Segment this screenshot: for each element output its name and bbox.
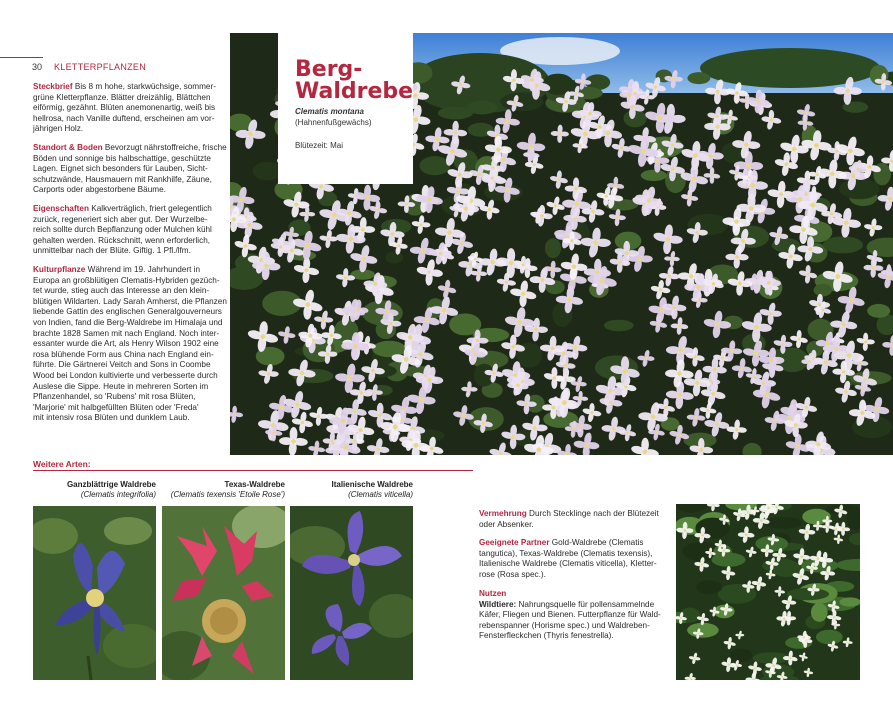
weitere-arten-rule bbox=[33, 470, 473, 471]
bloom-time: Blütezeit: Mai bbox=[295, 141, 344, 150]
section-label: Standort & Boden bbox=[33, 143, 103, 152]
plant-title: Berg- Waldrebe bbox=[295, 57, 414, 104]
section-eigenschaften: Eigenschaften Kalkverträglich, friert gelegentlich zurück, regeneriert sich aber gut. Der Wurzelbe- reich sollte durch Bepflanzung oder Mulchen kühl gehalten werden. Rückschnitt, wenn erforderlich, unmittelbar nach der Blüte. Giftig. 1 Pfl./lfm. bbox=[33, 204, 212, 256]
photo-clematis-integrifolia bbox=[33, 506, 156, 680]
section-label: Vermehrung bbox=[479, 509, 527, 518]
photo-drawing bbox=[676, 504, 860, 680]
section-label: Kulturpflanze bbox=[33, 265, 86, 274]
section-nutzen: Nutzen Wildtiere: Nahrungsquelle für pollensammelnde Käfer, Fliegen und Bienen. Futterpflanze für Wald- rebenspanner (Horisme spec.) und Waldreben- Fensterfleckchen (Thyris fenestrella). bbox=[479, 589, 661, 641]
section-label: Geeignete Partner bbox=[479, 538, 550, 547]
section-label: Eigenschaften bbox=[33, 204, 89, 213]
header-rule bbox=[0, 57, 43, 58]
page-number: 30 bbox=[32, 62, 43, 72]
section-steckbrief: Steckbrief Bis 8 m hohe, starkwüchsige, sommer- grüne Kletterpflanze. Blätter dreizählig, Blättchen eiförmig, gezähnt. Blüten anemonenartig, weiß bis hellrosa, nach Vanille duftend, erscheinen am vor- jährigen Holz. bbox=[33, 82, 216, 134]
latin-name: Clematis montana bbox=[295, 107, 364, 116]
photo-clematis-viticella bbox=[290, 506, 413, 680]
section-label: Steckbrief bbox=[33, 82, 73, 91]
photo-clematis-texensis bbox=[162, 506, 285, 680]
chapter-title: KLETTERPFLANZEN bbox=[54, 62, 147, 72]
nutzen-heading: Nutzen bbox=[479, 589, 507, 598]
nutzen-label: Wildtiere: bbox=[479, 599, 517, 609]
section-standort: Standort & Boden Bevorzugt nährstoffreiche, frische Böden und sonnige bis halbschattige, geschützte Lagen. Eignet sich besonders für Lauben, Sicht- schutzwände, Hausmauern mit Rankhilfe, Zäune, Carports oder abgestorbene Bäume. bbox=[33, 143, 227, 195]
section-kulturpflanze: Kulturpflanze Während im 19. Jahrhundert in Europa an großblütigen Clematis-Hybriden gezüch- tet wurde, stieg auch das Interesse an den klein- blütigen Wildarten. Lady Sarah Amherst, die Pflanzen liebende Gattin des englischen Generalgouverneurs von Indien, fand die Berg-Waldrebe im Himalaja und brachte 1828 Samen mit nach England. Noch inter- essanter wurde die Art, als Henry Wilson 1902 eine rosa blühende Form aus China nach England ein- führte. Die Gärtnerei Veitch and Sons in Coombe Wood bei London kultivierte und verbesserte durch Auslese die Sippe. Heute in mehreren Sorten im Pflanzenhandel, so 'Rubens' mit rosa Blüten, 'Marjorie' mit halbgefüllten Blüten oder 'Freda' mit intensiv rosa Blüten und dunklem Laub. bbox=[33, 265, 227, 423]
section-vermehrung: Vermehrung Durch Stecklinge nach der Blütezeit oder Absenker. bbox=[479, 509, 659, 529]
photo-drawing bbox=[33, 506, 156, 680]
weitere-arten-heading: Weitere Arten: bbox=[33, 459, 91, 469]
photo-drawing bbox=[162, 506, 285, 680]
photo-white-clematis bbox=[676, 504, 860, 680]
section-partner: Geeignete Partner Gold-Waldrebe (Clematis tangutica), Texas-Waldrebe (Clematis texensis), Italienische Waldrebe (Clematis viticella), Kletter- rose (Rosa spec.). bbox=[479, 538, 657, 579]
photo-drawing bbox=[290, 506, 413, 680]
species-caption: Texas-Waldrebe (Clematis texensis 'Etoile Rose') bbox=[170, 480, 285, 499]
species-caption: Ganzblättrige Waldrebe (Clematis integrifolia) bbox=[66, 480, 156, 499]
title-box bbox=[278, 33, 413, 184]
species-caption: Italienische Waldrebe (Clematis viticella) bbox=[331, 480, 413, 499]
plant-family: (Hahnenfußgewächs) bbox=[295, 118, 372, 127]
